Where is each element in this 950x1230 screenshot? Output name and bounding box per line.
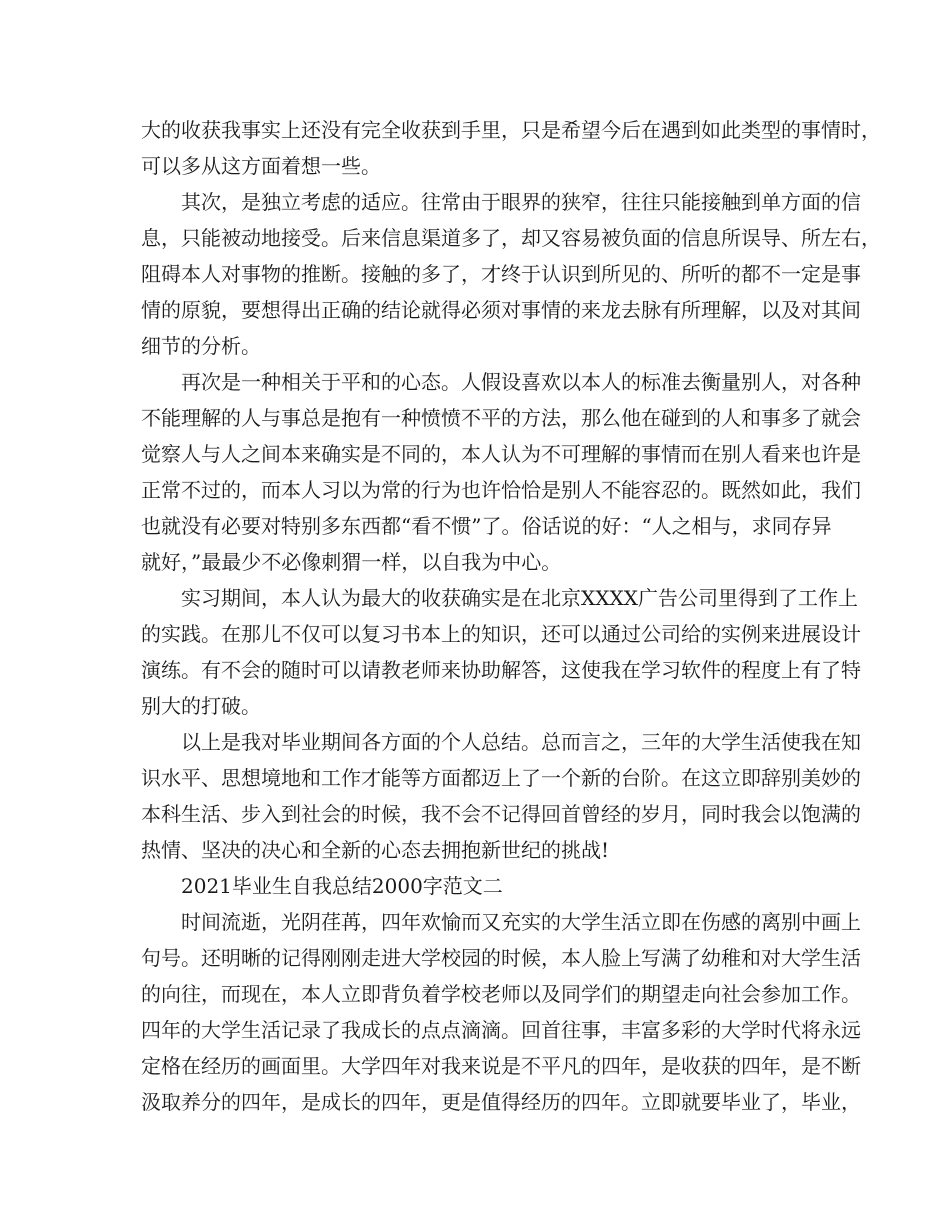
section-heading: 2021毕业生自我总结2000字范文二 [181,874,503,898]
text-line: 句号。还明晰的记得刚刚走进大学校园的时候，本人脸上写满了幼稚和对大学生活 [141,946,861,970]
text-line: 大的收获我事实上还没有完全收获到手里，只是希望今后在遇到如此类型的事情时， [141,118,881,142]
text-line: 四年的大学生活记录了我成长的点点滴滴。回首往事，丰富多彩的大学时代将永远 [141,1018,861,1042]
text-line: 汲取养分的四年，是成长的四年，更是值得经历的四年。立即就要毕业了，毕业， [141,1090,861,1114]
text-line: 可以多从这方面着想一些。 [141,154,381,178]
paragraph-first-line: 时间流逝，光阴荏苒，四年欢愉而又充实的大学生活立即在伤感的离别中画上 [181,910,861,934]
text-line: 本科生活、步入到社会的时候，我不会不记得回首曾经的岁月，同时我会以饱满的 [141,802,861,826]
paragraph-first-line: 再次是一种相关于平和的心态。人假设喜欢以本人的标准去衡量别人，对各种 [181,370,861,394]
paragraph-first-line: 其次，是独立考虑的适应。往常由于眼界的狭窄，往往只能接触到单方面的信 [181,190,861,214]
text-line: 阻碍本人对事物的推断。接触的多了，才终于认识到所见的、所听的都不一定是事 [141,262,861,286]
text-line: 细节的分析。 [141,334,261,358]
text-line: 就好，”最最少不必像刺猬一样，以自我为中心。 [141,550,562,574]
text-line: 定格在经历的画面里。大学四年对我来说是不平凡的四年，是收获的四年，是不断 [141,1054,861,1078]
text-line: 情的原貌，要想得出正确的结论就得必须对事情的来龙去脉有所理解，以及对其间 [141,298,861,322]
text-line: 热情、坚决的决心和全新的心态去拥抱新世纪的挑战! [141,838,610,862]
text-line: 的实践。在那儿不仅可以复习书本上的知识，还可以通过公司给的实例来进展设计 [141,622,861,646]
text-line: 识水平、思想境地和工作才能等方面都迈上了一个新的台阶。在这立即辞别美妙的 [141,766,861,790]
text-line: 息，只能被动地接受。后来信息渠道多了，却又容易被负面的信息所误导、所左右， [141,226,881,250]
text-line: 觉察人与人之间本来确实是不同的，本人认为不可理解的事情而在别人看来也许是 [141,442,861,466]
text-line: 别大的打破。 [141,694,261,718]
paragraph-first-line: 实习期间，本人认为最大的收获确实是在北京XXXX广告公司里得到了工作上 [181,586,858,610]
paragraph-first-line: 以上是我对毕业期间各方面的个人总结。总而言之，三年的大学生活使我在知 [181,730,861,754]
text-line: 也就没有必要对特别多东西都“看不惯”了。俗话说的好：“人之相与，求同存异 [141,514,832,538]
text-line: 正常不过的，而本人习以为常的行为也许恰恰是别人不能容忍的。既然如此，我们 [141,478,861,502]
text-line: 不能理解的人与事总是抱有一种愤愤不平的方法，那么他在碰到的人和事多了就会 [141,406,861,430]
text-line: 演练。有不会的随时可以请教老师来协助解答，这使我在学习软件的程度上有了特 [141,658,861,682]
text-line: 的向往，而现在，本人立即背负着学校老师以及同学们的期望走向社会参加工作。 [141,982,861,1006]
